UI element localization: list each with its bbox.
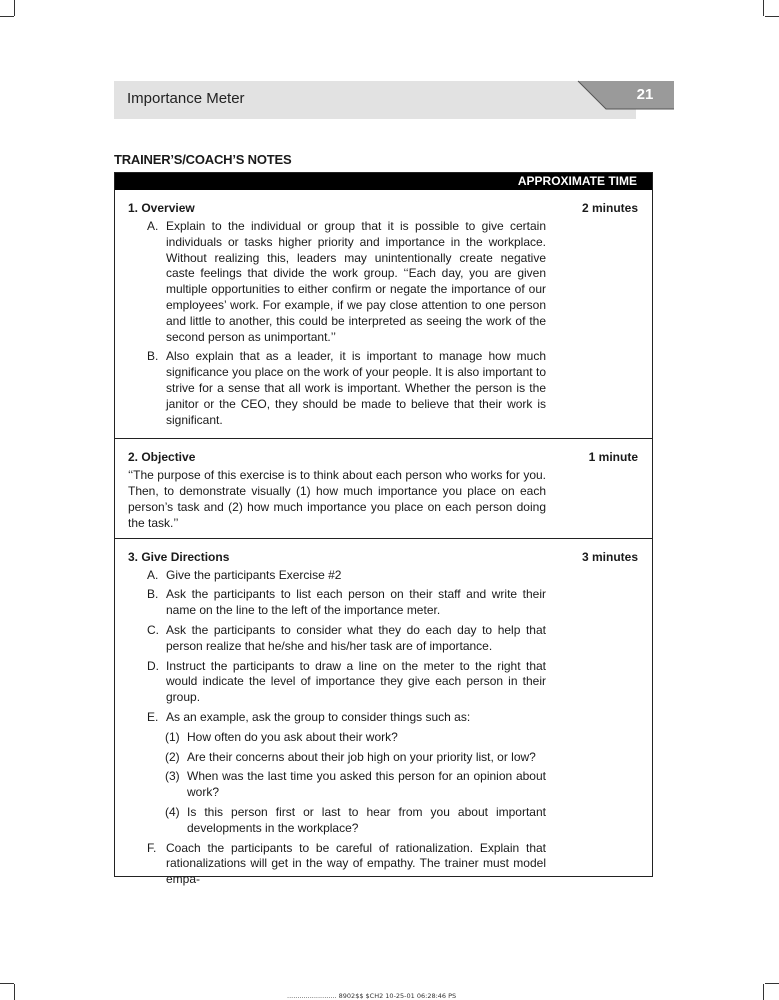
item-text: How often do you ask about their work? (187, 729, 398, 744)
running-header-title: Importance Meter (127, 90, 245, 107)
item-text: Give the participants Exercise #2 (166, 567, 342, 582)
list-item (147, 567, 546, 584)
list-item (147, 587, 546, 619)
section-give-directions (115, 539, 652, 898)
item-label: A. (147, 219, 159, 233)
item-label: F. (147, 840, 157, 855)
item-label: D. (147, 658, 159, 673)
crop-mark (763, 0, 764, 16)
item-label: (3) (165, 769, 180, 784)
time-column-header: APPROXIMATE TIME (115, 173, 652, 190)
item-text: Are their concerns about their job high on your priority list, or low? (187, 749, 536, 764)
crop-mark (765, 983, 779, 984)
item-text: Ask the participants to list each person on their staff and write their name on the line to the left of the importance meter. (166, 587, 546, 618)
print-slug: ........................ 8902$$ $CH2 10-25-01 06:28:46 PS (287, 992, 457, 1000)
list-item (147, 709, 546, 726)
item-text: Explain to the individual or group that it is possible to give certain individuals or tasks higher priority and importance in the workplace. Without realizing this, leaders may unintentionally create negative caste feelings that divide the work group. ‘‘Each day, you are given multiple opportunities to either confirm or negate the importance of our employees’ work. For example, if we pay close attention to one person and little to another, this could be interpreted as seeing the work of the second person as unimportant.’’ (166, 219, 546, 344)
notes-table (114, 172, 653, 887)
list-item (147, 219, 546, 345)
crop-mark (14, 0, 15, 16)
item-label: (2) (165, 749, 180, 764)
section-title: 3. Give Directions (128, 549, 230, 564)
crop-mark (765, 16, 779, 17)
item-text: Instruct the participants to draw a line on the meter to the right that would indicate the level of importance they give each person in their group. (166, 658, 546, 705)
objective-text: ‘‘The purpose of this exercise is to think about each person who works for you. Then, to demonstrate visually (1) how much importance you place on each person’s task and (2) how much importance you place on each person doing the task.’’ (128, 468, 546, 530)
crop-mark (763, 984, 764, 1000)
sub-list-item (165, 729, 546, 746)
crop-mark (0, 16, 14, 17)
page-number: 21 (636, 86, 654, 103)
section-time: 2 minutes (581, 201, 638, 215)
item-label: (1) (165, 729, 180, 744)
sub-list-item (165, 769, 546, 801)
item-text: Ask the participants to consider what they do each day to help that person realize that he/she and his/her task are of importance. (166, 622, 546, 653)
item-label: (4) (165, 804, 180, 819)
item-label: B. (147, 349, 159, 364)
item-text: Is this person first or last to hear from you about important developments in the workplace? (187, 804, 546, 835)
section-objective (115, 439, 652, 538)
item-text: When was the last time you asked this person for an opinion about work? (187, 769, 546, 800)
item-label: E. (147, 709, 159, 724)
sub-list-item (165, 749, 546, 766)
section-title: 2. Objective (128, 450, 196, 465)
section-time: 1 minute (588, 450, 638, 465)
section-time: 3 minutes (581, 549, 638, 564)
item-label: B. (147, 587, 159, 602)
item-text: As an example, ask the group to consider things such as: (166, 709, 471, 724)
list-item (147, 349, 546, 428)
item-text: Coach the participants to be careful of rationalization. Explain that rationalizations will get in the way of empathy. The trainer must model empa- (166, 840, 546, 887)
item-label: C. (147, 622, 159, 637)
item-text: Also explain that as a leader, it is important to manage how much significance you place on the work of your people. It is also important to strive for a sense that all work is important. Whether the person is the janitor or the CEO, they should be made to believe that their work is significant. (166, 349, 546, 427)
crop-mark (0, 983, 14, 984)
crop-mark (14, 984, 15, 1000)
notes-title: TRAINER’S/COACH’S NOTES (114, 152, 292, 167)
section-title: 1. Overview (128, 201, 195, 215)
item-label: A. (147, 567, 159, 582)
section-overview (115, 190, 652, 439)
list-item (147, 622, 546, 655)
list-item (147, 658, 546, 706)
sub-list-item (165, 804, 546, 837)
list-item (147, 840, 546, 888)
